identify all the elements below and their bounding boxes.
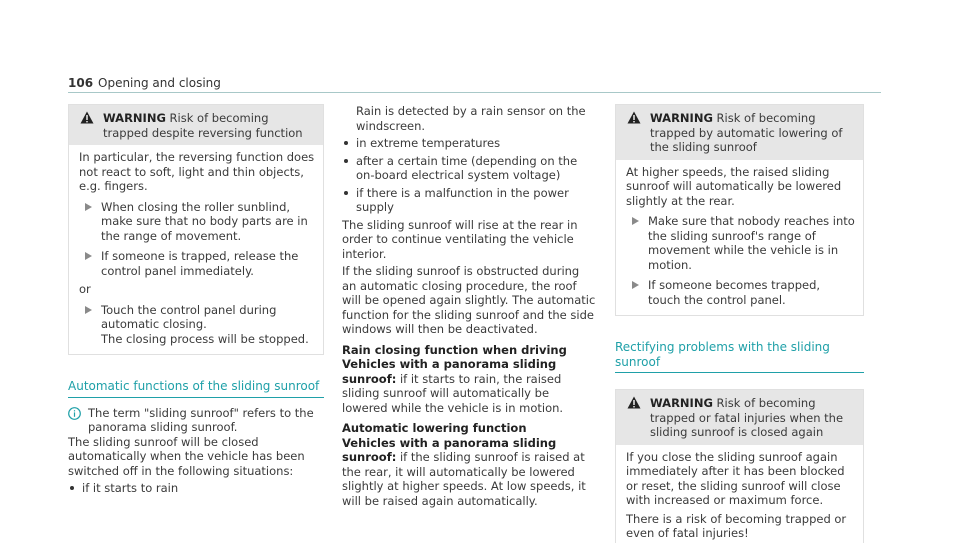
info-icon xyxy=(68,407,81,420)
step-arrow-icon xyxy=(85,306,92,314)
warning-body: In particular, the reversing function does not react to soft, light and thin objects, e.g. fingers. xyxy=(79,150,315,193)
page-number: 106 xyxy=(68,76,94,90)
warning-title: Risk of becoming trapped or fatal injuries when the sliding sunroof is closed again xyxy=(650,396,844,439)
warning-header xyxy=(616,390,863,445)
warning-body: There is a risk of becoming trapped or even of fatal injuries! xyxy=(626,511,847,540)
column-2 xyxy=(342,104,597,508)
warning-box-automatic-lowering xyxy=(615,104,864,316)
paragraph: Vehicles with a panorama sliding sunroof: if the sliding sunroof is raised at the rear, it will automatically be lowered slightly at higher speeds. At low speeds, it will be raised again automatically. xyxy=(342,435,586,508)
rain-sensor-text: Rain is detected by a rain sensor on the windscreen. xyxy=(356,104,586,133)
list-item: after a certain time (depending on the on-board electrical system voltage) xyxy=(342,154,597,183)
warning-body: At higher speeds, the raised sliding sunroof will automatically be lowered slightly at the rear. xyxy=(626,164,842,208)
warning-box-reversing xyxy=(68,104,324,355)
page-header-title: Opening and closing xyxy=(98,76,221,90)
section-title-rectifying-problems: Rectifying problems with the sliding sunroof xyxy=(615,340,864,373)
step-arrow-icon xyxy=(85,252,92,260)
list-item: in extreme temperatures xyxy=(342,136,597,151)
warning-icon xyxy=(627,111,641,124)
subheading-rain-closing: Rain closing function when driving xyxy=(342,342,567,357)
instruction-step: When closing the roller sunblind, make sure that no body parts are in the range of movement. xyxy=(79,200,315,244)
warning-icon xyxy=(80,111,94,124)
list-item: if it starts to rain xyxy=(68,481,324,496)
warning-title: Risk of becoming trapped by automatic lowering of the sliding sunroof xyxy=(650,111,843,154)
paragraph: The sliding sunroof will rise at the rear in order to continue ventilating the vehicle interior. xyxy=(342,217,578,261)
warning-title: Risk of becoming trapped despite reversing function xyxy=(103,111,303,140)
instruction-step: Make sure that nobody reaches into the sliding sunroof's range of movement while the vehicle is in motion. xyxy=(626,214,855,272)
instruction-step: If someone is trapped, release the control panel immediately. xyxy=(79,249,315,278)
subheading-automatic-lowering: Automatic lowering function xyxy=(342,421,527,435)
column-1 xyxy=(68,104,324,496)
instruction-step: Touch the control panel during automatic closing. The closing process will be stopped. xyxy=(79,303,315,347)
section-title-automatic-functions: Automatic functions of the sliding sunroof xyxy=(68,379,324,398)
list-item: if there is a malfunction in the power supply xyxy=(342,186,597,215)
note: The term "sliding sunroof" refers to the panorama sliding sunroof. xyxy=(68,406,324,435)
warning-header xyxy=(69,105,323,145)
warning-label: WARNING xyxy=(650,111,713,125)
warning-icon xyxy=(627,396,641,409)
warning-box-closing-again xyxy=(615,389,864,543)
column-3 xyxy=(615,104,864,543)
step-arrow-icon xyxy=(632,281,639,289)
step-arrow-icon xyxy=(85,203,92,211)
step-arrow-icon xyxy=(632,217,639,225)
step-result: The closing process will be stopped. xyxy=(101,331,309,346)
paragraph: Vehicles with a panorama sliding sunroof: if it starts to rain, the raised sliding sunroof will automatically be lowered while the vehicle is in motion. xyxy=(342,357,564,415)
instruction-step: If someone becomes trapped, touch the control panel. xyxy=(626,278,855,307)
warning-body: If you close the sliding sunroof again immediately after it has been blocked or reset, the sliding sunroof will close with increased or maximum force. xyxy=(626,449,845,507)
warning-label: WARNING xyxy=(650,396,713,410)
or-text: or xyxy=(79,282,91,296)
paragraph: If the sliding sunroof is obstructed during an automatic closing procedure, the roof will be opened again slightly. The automatic function for the sliding sunroof and the side windows will then be deactivated. xyxy=(342,264,596,336)
warning-label: WARNING xyxy=(103,111,166,125)
header-rule xyxy=(68,92,881,93)
warning-header xyxy=(616,105,863,160)
intro-text: The sliding sunroof will be closed automatically when the vehicle has been switched off in the following situations: xyxy=(68,434,305,478)
